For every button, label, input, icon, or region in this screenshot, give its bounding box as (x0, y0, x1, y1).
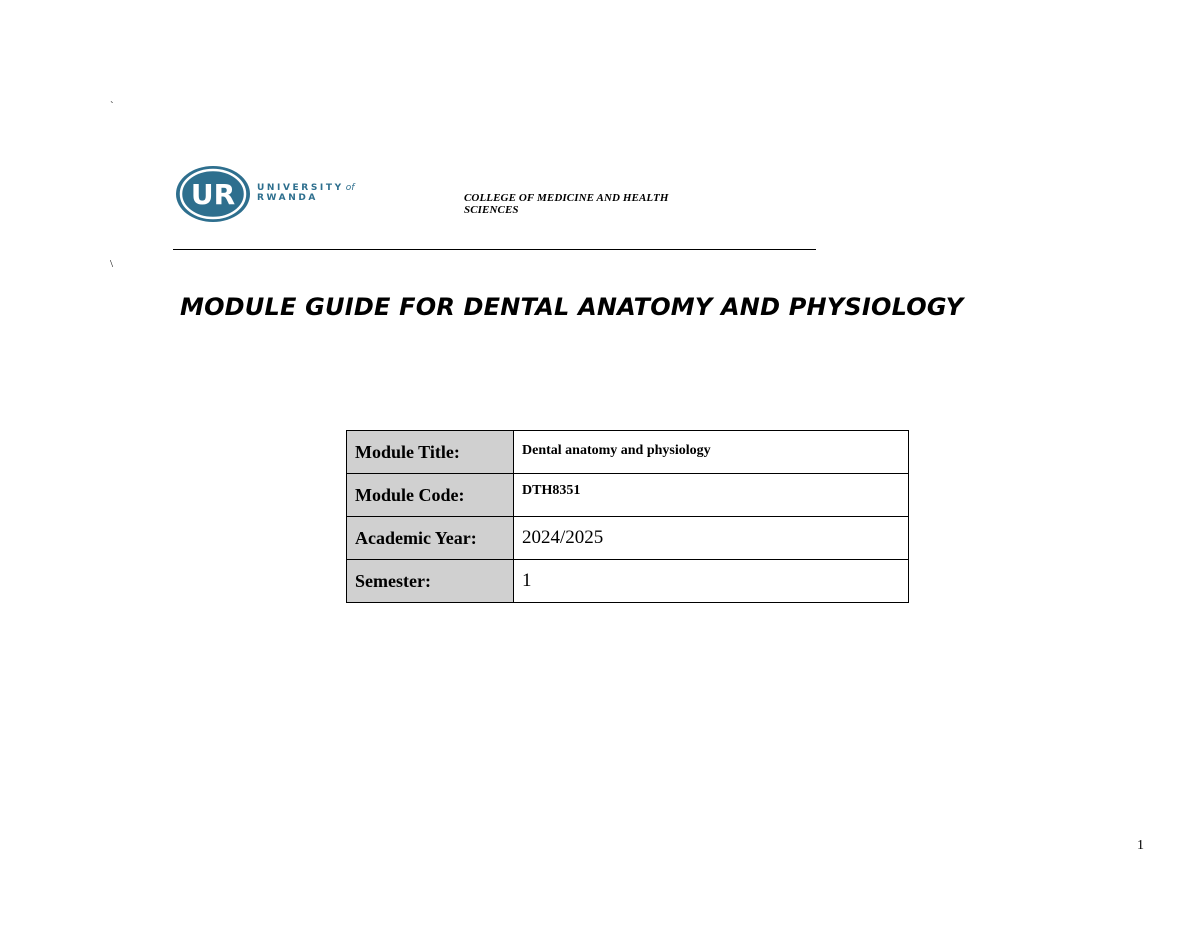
module-code-value: DTH8351 (522, 483, 581, 498)
stray-mark-mid: \ (110, 258, 114, 270)
academic-year-value: 2024/2025 (522, 527, 604, 548)
university-name-line1: UNIVERSITY (257, 183, 344, 193)
table-row (347, 474, 909, 517)
document-title: MODULE GUIDE FOR DENTAL ANATOMY AND PHYSIOLOGY (180, 293, 964, 321)
college-name-line1: COLLEGE OF MEDICINE AND HEALTH (464, 192, 669, 204)
table-row (347, 517, 909, 560)
header-rule (173, 249, 816, 250)
academic-year-label: Academic Year: (347, 517, 514, 560)
module-title-label: Module Title: (347, 431, 514, 474)
university-name-line2: RWANDA (257, 193, 318, 203)
module-title-value: Dental anatomy and physiology (522, 443, 711, 458)
ur-monogram: UR (190, 178, 236, 211)
academic-year-value-cell (514, 517, 909, 560)
university-name-of: of (345, 183, 355, 193)
page-number: 1 (1137, 838, 1144, 853)
module-code-value-cell (514, 474, 909, 517)
semester-value-cell (514, 560, 909, 603)
ur-emblem-icon (175, 165, 251, 223)
university-logo (175, 165, 375, 225)
college-name-line2: SCIENCES (464, 204, 519, 216)
semester-value: 1 (522, 570, 532, 591)
module-title-value-cell (514, 431, 909, 474)
college-name (464, 192, 764, 216)
university-name (257, 183, 354, 203)
table-row (347, 431, 909, 474)
stray-mark-top: ` (110, 100, 114, 112)
module-info-table (346, 430, 909, 603)
table-row (347, 560, 909, 603)
semester-label: Semester: (347, 560, 514, 603)
module-code-label: Module Code: (347, 474, 514, 517)
